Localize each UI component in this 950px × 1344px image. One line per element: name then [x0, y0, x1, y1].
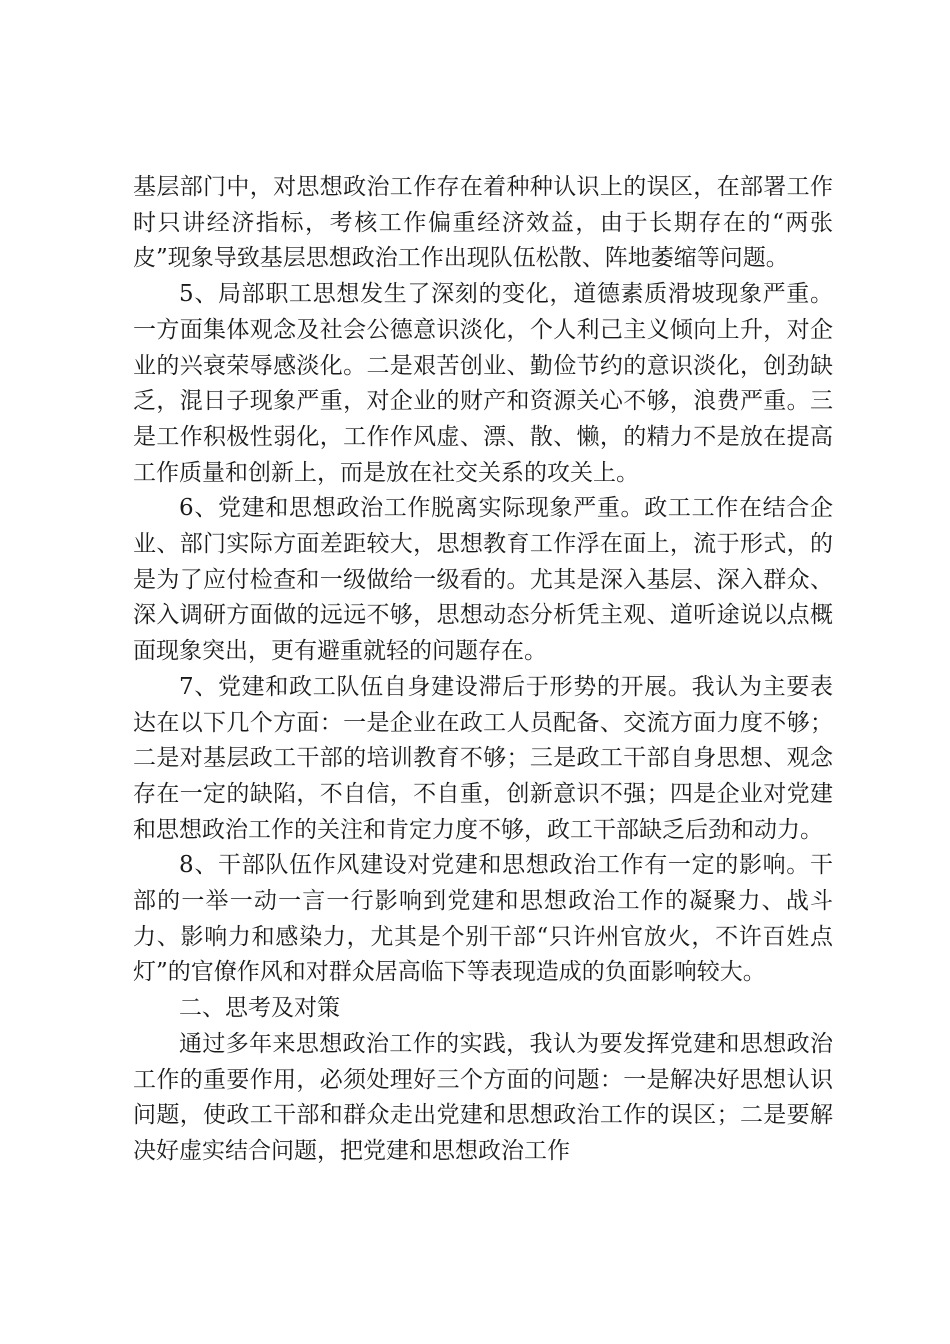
section-heading: 二、思考及对策: [179, 995, 340, 1022]
paragraph-countermeasures: 通过多年来思想政治工作的实践，我认为要发挥党建和思想政治工作的重要作用，必须处理好三个方面的问题：一是解决好思想认识问题，使政工干部和群众走出党建和思想政治工作的误区；二是要解决好虚实结合问题，把党建和思想政治工作: [133, 1030, 833, 1164]
paragraph-item-6: 6、党建和思想政治工作脱离实际现象严重。政工工作在结合企业、部门实际方面差距较大，思想教育工作浮在面上，流于形式，的是为了应付检查和一级做给一级看的。尤其是深入基层、深入群众、深入调研方面做的远远不够，思想动态分析凭主观、道听途说以点概面现象突出，更有避重就轻的问题存在。: [133, 495, 833, 665]
paragraph-item-5: 5、局部职工思想发生了深刻的变化，道德素质滑坡现象严重。一方面集体观念及社会公德意识淡化，个人利己主义倾向上升，对企业的兴衰荣辱感淡化。二是艰苦创业、勤俭节约的意识淡化，创劲缺乏，混日子现象严重，对企业的财产和资源关心不够，浪费严重。三是工作积极性弱化，工作作风虚、漂、散、懒，的精力不是放在提高工作质量和创新上，而是放在社交关系的攻关上。: [133, 281, 833, 486]
paragraph-item-8: 8、干部队伍作风建设对党建和思想政治工作有一定的影响。干部的一举一动一言一行影响到党建和思想政治工作的凝聚力、战斗力、影响力和感染力，尤其是个别干部“只许州官放火，不许百姓点灯”的官僚作风和对群众居高临下等表现造成的负面影响较大。: [133, 852, 833, 986]
paragraph-item-7: 7、党建和政工队伍自身建设滞后于形势的开展。我认为主要表达在以下几个方面：一是企业在政工人员配备、交流方面力度不够；二是对基层政工干部的培训教育不够；三是政工干部自身思想、观念存在一定的缺陷，不自信，不自重，创新意识不强；四是企业对党建和思想政治工作的关注和肯定力度不够，政工干部缺乏后劲和动力。: [133, 673, 833, 843]
paragraph-continuation: 基层部门中，对思想政治工作存在着种种认识上的误区，在部署工作时只讲经济指标，考核工作偏重经济效益，由于长期存在的“两张皮”现象导致基层思想政治工作出现队伍松散、阵地萎缩等问题。: [133, 174, 833, 272]
document-body: [133, 170, 833, 1170]
